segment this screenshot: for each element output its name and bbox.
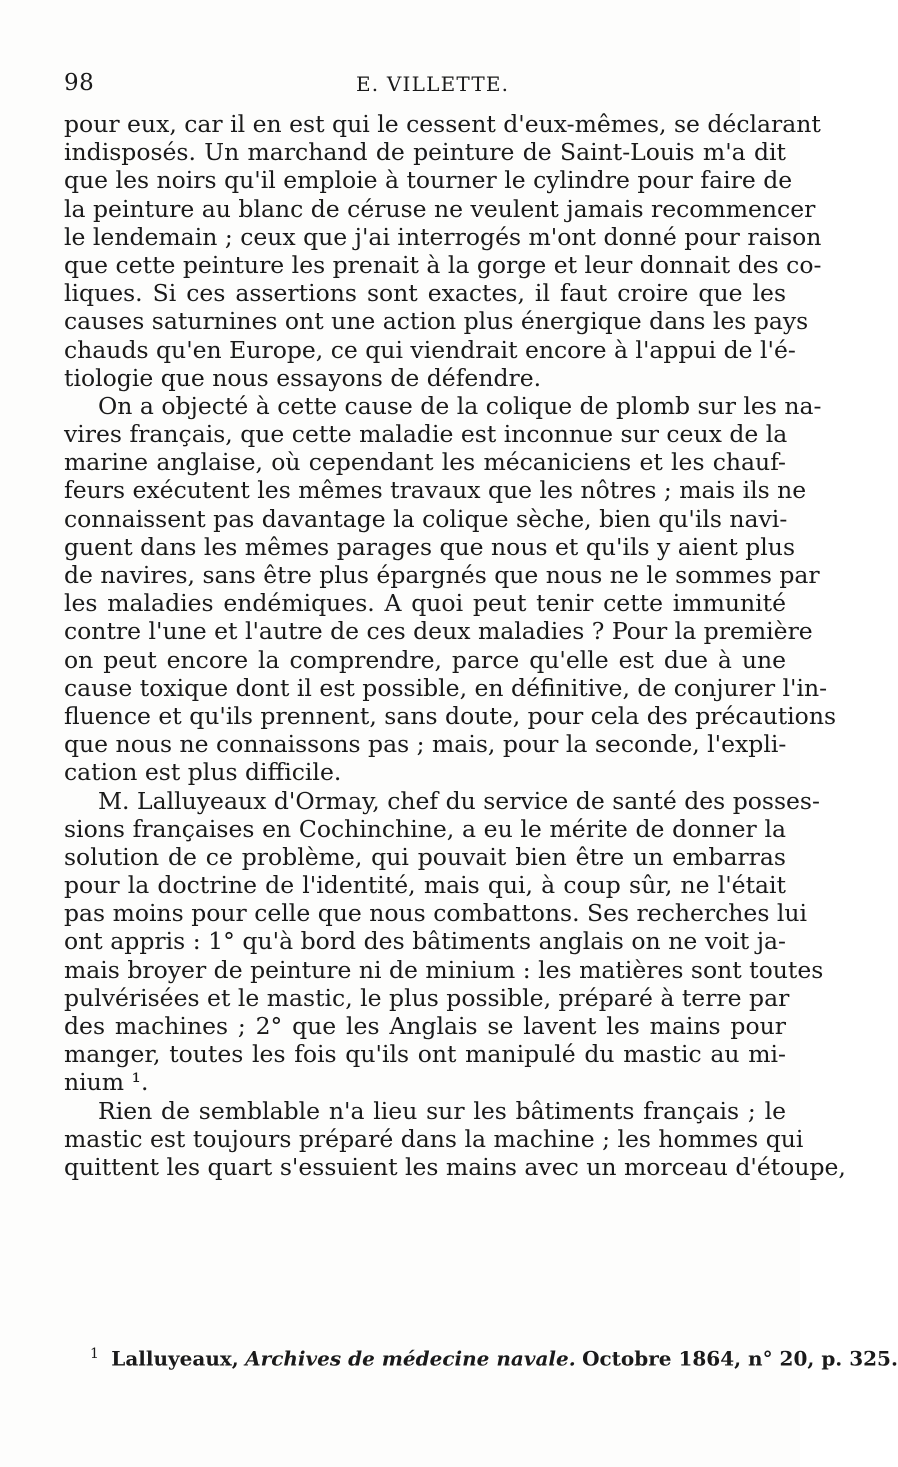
footnote-author: Lalluyeaux, (111, 1346, 239, 1371)
text-line: pour la doctrine de l'identité, mais qui, à coup sûr, ne l'était (64, 871, 786, 900)
text-line: liques. Si ces assertions sont exactes, il faut croire que les (64, 279, 786, 308)
text-line: M. Lalluyeaux d'Ormay, chef du service de santé des posses- (98, 786, 820, 815)
text-line: mastic est toujours préparé dans la machine ; les hommes qui (64, 1124, 804, 1153)
footnote-reference: Octobre 1864, n° 20, p. 325. (582, 1346, 898, 1371)
text-line: cation est plus difficile. (64, 758, 342, 787)
text-line: pour eux, car il en est qui le cessent d'eux-mêmes, se déclarant (64, 110, 821, 138)
text-line: On a objecté à cette cause de la colique de plomb sur les na- (98, 391, 822, 420)
text-line: des machines ; 2° que les Anglais se lavent les mains pour (64, 1012, 786, 1040)
text-line: cause toxique dont il est possible, en définitive, de conjurer l'in- (64, 673, 828, 702)
text-line: guent dans les mêmes parages que nous et qu'ils y aient plus (64, 532, 796, 561)
text-line: le lendemain ; ceux que j'ai interrogés m'ont donné pour raison (64, 222, 822, 251)
text-line: causes saturnines ont une action plus énergique dans les pays (64, 307, 809, 336)
text-line: solution de ce problème, qui pouvait bien être un embarras (64, 842, 786, 871)
text-line: ont appris : 1° qu'à bord des bâtiments anglais on ne voit ja- (64, 927, 786, 956)
text-line: que nous ne connaissons pas ; mais, pour la seconde, l'expli- (64, 730, 787, 759)
text-line: sions françaises en Cochinchine, a eu le mérite de donner la (64, 814, 786, 843)
text-line: connaissent pas davantage la colique sèche, bien qu'ils navi- (64, 504, 788, 533)
text-line: indisposés. Un marchand de peinture de Saint-Louis m'a dit (64, 138, 786, 167)
text-line: contre l'une et l'autre de ces deux maladies ? Pour la première (64, 617, 813, 646)
text-line: marine anglaise, où cependant les mécaniciens et les chauf- (64, 448, 786, 477)
running-head: E. VILLETTE. (356, 72, 510, 96)
footnote (90, 1346, 898, 1371)
text-line: nium ¹. (64, 1068, 149, 1097)
text-line: que les noirs qu'il emploie à tourner le cylindre pour faire de (64, 166, 793, 195)
text-line: manger, toutes les fois qu'ils ont manipulé du mastic au mi- (64, 1040, 786, 1069)
footnote-title: Archives de médecine navale. (245, 1346, 576, 1371)
text-line: Rien de semblable n'a lieu sur les bâtiments français ; le (98, 1096, 786, 1125)
text-line: pulvérisées et le mastic, le plus possible, préparé à terre par (64, 983, 790, 1012)
text-line: fluence et qu'ils prennent, sans doute, pour cela des précautions (64, 701, 837, 730)
body-text (64, 110, 846, 1181)
page-number: 98 (64, 70, 95, 96)
text-line: on peut encore la comprendre, parce qu'elle est due à une (64, 645, 786, 674)
text-line: que cette peinture les prenait à la gorge et leur donnait des co- (64, 250, 822, 279)
text-line: vires français, que cette maladie est inconnue sur ceux de la (64, 420, 788, 449)
text-line: chauds qu'en Europe, ce qui viendrait encore à l'appui de l'é- (64, 335, 796, 364)
text-line: la peinture au blanc de céruse ne veulent jamais recommencer (64, 194, 816, 223)
text-line: tiologie que nous essayons de défendre. (64, 363, 542, 392)
text-line: quittent les quart s'essuient les mains avec un morceau d'étoupe, (64, 1152, 846, 1181)
text-line: les maladies endémiques. A quoi peut tenir cette immunité (64, 589, 786, 618)
text-line: feurs exécutent les mêmes travaux que les nôtres ; mais ils ne (64, 476, 807, 505)
page-header (64, 70, 764, 110)
text-line: de navires, sans être plus épargnés que nous ne le sommes par (64, 561, 820, 589)
footnote-mark: 1 (90, 1346, 99, 1362)
text-line: mais broyer de peinture ni de minium : les matières sont toutes (64, 955, 824, 984)
text-line: pas moins pour celle que nous combattons. Ses recherches lui (64, 899, 808, 928)
